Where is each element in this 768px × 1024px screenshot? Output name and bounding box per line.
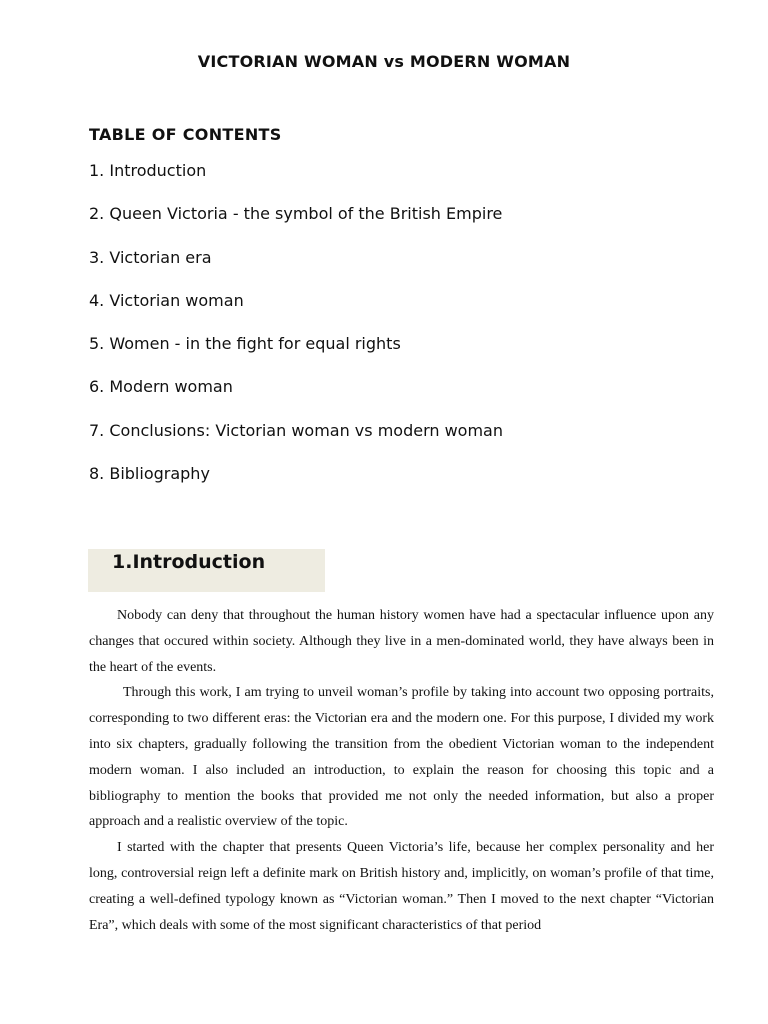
toc-item: 1. Introduction xyxy=(89,161,207,180)
toc-item: 4. Victorian woman xyxy=(89,290,244,310)
body-paragraph: Through this work, I am trying to unveil woman’s profile by taking into account two opposing portraits, corresponding to two different eras: the Victorian era and the modern one. For this purpose, I divided my work into six chapters, gradually following the transition from the obedient Victorian woman to the independent modern woman. I also included an introduction, to explain the reason for choosing this topic and a bibliography to mention the books that provided me not only the needed information, but also a proper approach and a realistic overview of the topic. xyxy=(89,685,714,830)
toc-item: 8. Bibliography xyxy=(89,464,210,484)
toc-heading: TABLE OF CONTENTS xyxy=(89,125,282,144)
body-paragraph: I started with the chapter that presents Queen Victoria’s life, because her complex personality and her long, controversial reign left a definite mark on British history and, implicitly, on woman’s profile of that time, creating a well-defined typology known as “Victorian woman.” Then I moved to the next chapter “Victorian Era”, which deals with some of the most significant characteristics of that period xyxy=(89,840,714,933)
toc-item: 6. Modern woman xyxy=(89,377,233,397)
section-heading: 1.Introduction xyxy=(112,551,266,573)
toc-item: 5. Women - in the fight for equal rights xyxy=(89,334,401,354)
toc-item: 3. Victorian era xyxy=(89,247,212,267)
body-paragraph: Nobody can deny that throughout the human history women have had a spectacular influence upon any changes that occured within society. Although they live in a men-dominated world, they have always been in the heart of the events. xyxy=(89,608,714,675)
table-of-contents xyxy=(89,160,503,506)
section-heading-box xyxy=(88,549,325,592)
document-title: VICTORIAN WOMAN vs MODERN WOMAN xyxy=(197,52,571,71)
section-body xyxy=(89,603,714,938)
toc-item: 7. Conclusions: Victorian woman vs modern woman xyxy=(89,420,503,440)
toc-item: 2. Queen Victoria - the symbol of the British Empire xyxy=(89,204,503,224)
